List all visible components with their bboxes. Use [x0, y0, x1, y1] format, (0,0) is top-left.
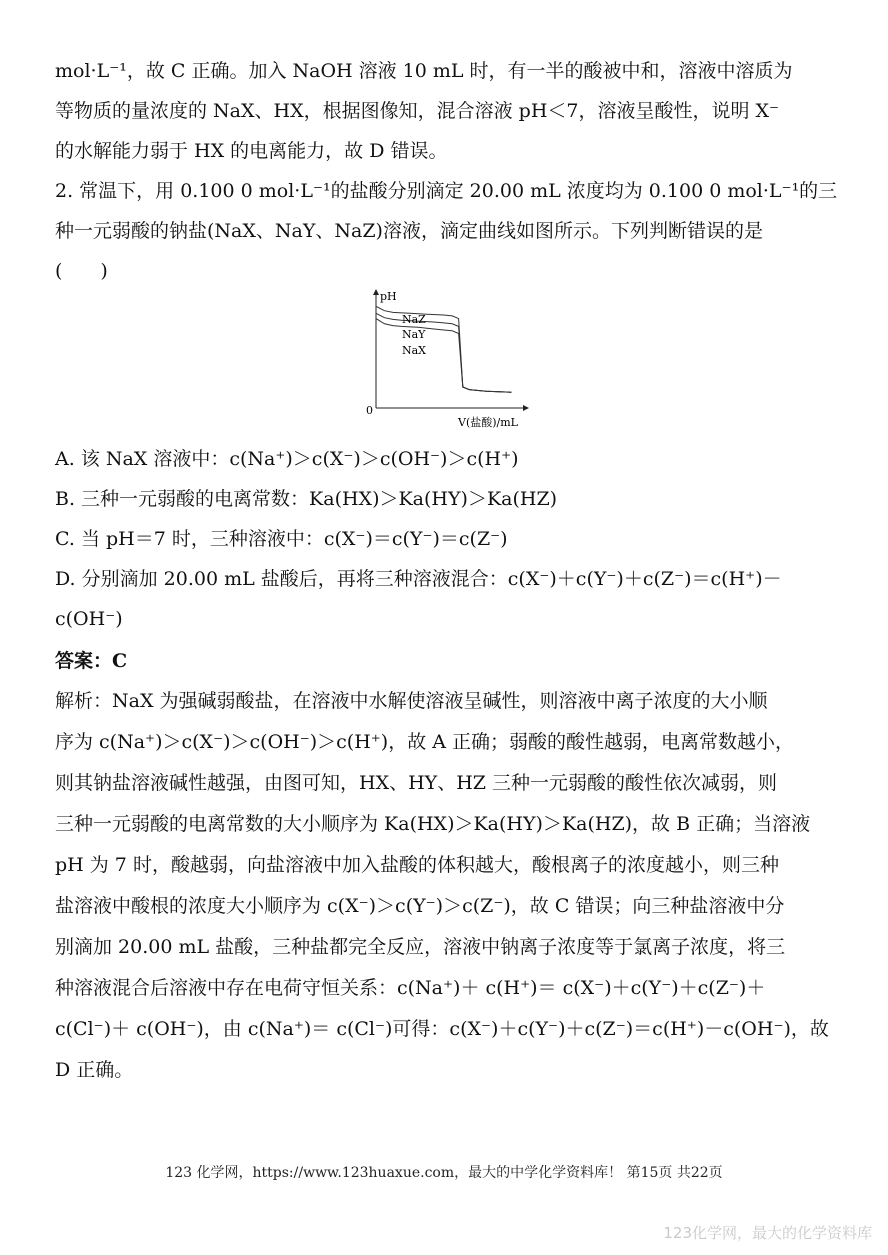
curve-label-nax: NaX: [402, 344, 427, 357]
answer-blank: ( ): [55, 260, 108, 282]
analysis-line-8: 种溶液混合后溶液中存在电荷守恒关系：c(Na⁺)＋ c(H⁺)＝ c(X⁻)＋c(Y⁻)＋c(Z⁻)＋: [55, 977, 766, 999]
y-axis-label: pH: [380, 290, 397, 303]
text-line-2: 等物质的量浓度的 NaX、HX，根据图像知，混合溶液 pH＜7，溶液呈酸性，说明 X⁻: [55, 100, 780, 122]
titration-chart: [360, 286, 530, 434]
analysis-line-5: pH 为 7 时，酸越弱，向盐溶液中加入盐酸的体积越大，酸根离子的浓度越小，则三种: [55, 854, 779, 876]
analysis-line-1: 解析：NaX 为强碱弱酸盐，在溶液中水解使溶液呈碱性，则溶液中离子浓度的大小顺: [55, 690, 768, 712]
curve-nay: [376, 313, 512, 392]
option-c: C. 当 pH＝7 时，三种溶液中：c(X⁻)＝c(Y⁻)＝c(Z⁻): [55, 528, 508, 550]
curve-group: [376, 306, 512, 392]
curve-nax: [376, 319, 512, 393]
curve-label-naz: NaZ: [402, 313, 426, 326]
text-line-1: mol·L⁻¹，故 C 正确。加入 NaOH 溶液 10 mL 时，有一半的酸被中和，溶液中溶质为: [55, 60, 793, 82]
analysis-line-3: 则其钠盐溶液碱性越强，由图可知，HX、HY、HZ 三种一元弱酸的酸性依次减弱，则: [55, 772, 778, 794]
analysis-line-9: c(Cl⁻)＋ c(OH⁻)，由 c(Na⁺)＝ c(Cl⁻)可得：c(X⁻)＋c(Y⁻)＋c(Z⁻)＝c(H⁺)－c(OH⁻)，故: [55, 1018, 829, 1040]
page-footer: 123 化学网，https://www.123huaxue.com，最大的中学化学资料库！ 第15页 共22页: [165, 1165, 723, 1181]
text-line-3: 的水解能力弱于 HX 的电离能力，故 D 错误。: [55, 140, 448, 162]
origin-label: 0: [366, 404, 373, 417]
analysis-line-7: 别滴加 20.00 mL 盐酸，三种盐都完全反应，溶液中钠离子浓度等于氯离子浓度，将三: [55, 936, 786, 958]
chart-svg: [360, 286, 530, 434]
option-a: A. 该 NaX 溶液中：c(Na⁺)＞c(X⁻)＞c(OH⁻)＞c(H⁺): [55, 448, 519, 470]
x-axis-label: V(盐酸)/mL: [458, 416, 518, 429]
analysis-line-6: 盐溶液中酸根的浓度大小顺序为 c(X⁻)＞c(Y⁻)＞c(Z⁻)，故 C 错误；向三种盐溶液中分: [55, 895, 785, 917]
analysis-line-4: 三种一元弱酸的电离常数的大小顺序为 Ka(HX)＞Ka(HY)＞Ka(HZ)，故 B 正确；当溶液: [55, 813, 811, 835]
watermark: 123化学网，最大的化学资料库: [663, 1224, 872, 1242]
question-line-2: 种一元弱酸的钠盐(NaX、NaY、NaZ)溶液，滴定曲线如图所示。下列判断错误的是: [55, 220, 763, 242]
question-line-1: 2. 常温下，用 0.100 0 mol·L⁻¹的盐酸分别滴定 20.00 mL 浓度均为 0.100 0 mol·L⁻¹的三: [55, 180, 838, 202]
option-d-continued: c(OH⁻): [55, 608, 123, 630]
option-b: B. 三种一元弱酸的电离常数：Ka(HX)＞Ka(HY)＞Ka(HZ): [55, 488, 558, 510]
curve-naz: [376, 306, 512, 392]
analysis-line-10: D 正确。: [55, 1059, 134, 1081]
answer-line: 答案：C: [55, 650, 128, 672]
analysis-line-2: 序为 c(Na⁺)＞c(X⁻)＞c(OH⁻)＞c(H⁺)，故 A 正确；弱酸的酸性越弱，电离常数越小，: [55, 731, 795, 753]
curve-label-nay: NaY: [402, 328, 426, 341]
option-d: D. 分别滴加 20.00 mL 盐酸后，再将三种溶液混合：c(X⁻)＋c(Y⁻)＋c(Z⁻)＝c(H⁺)－: [55, 568, 782, 590]
